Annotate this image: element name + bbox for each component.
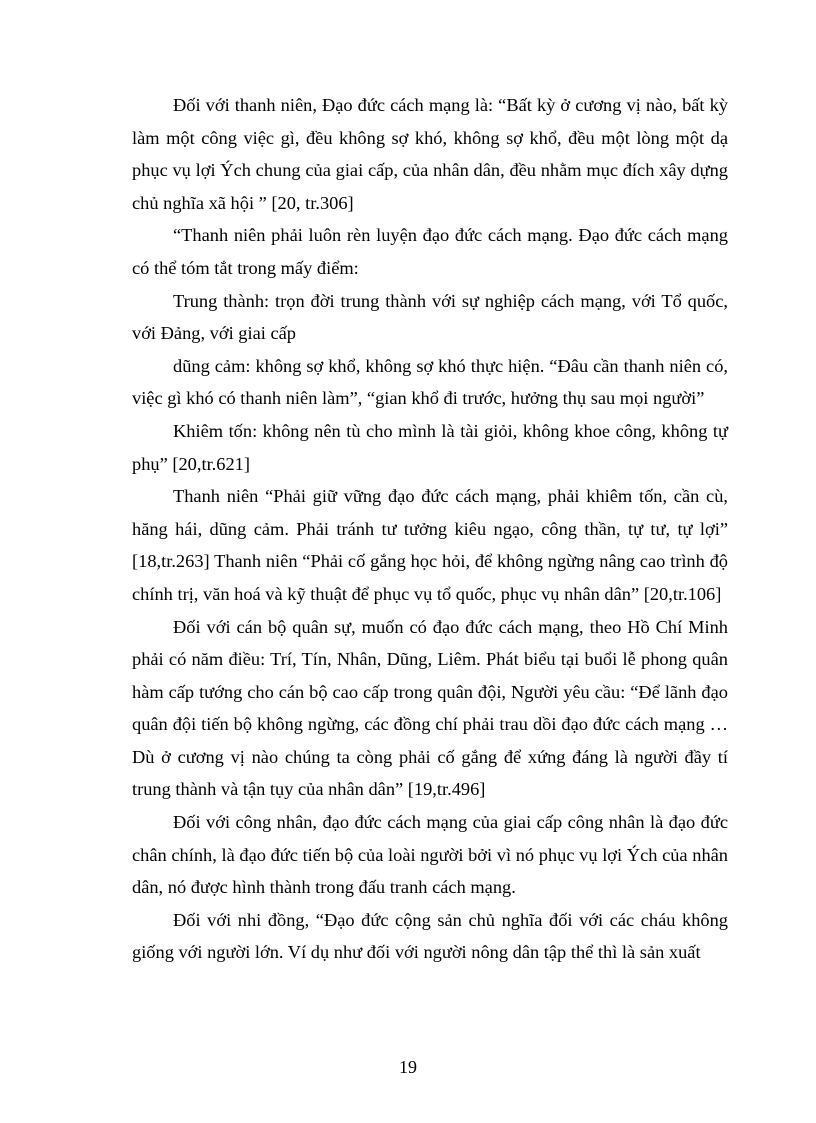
paragraph-youth-ethics: Đối với thanh niên, Đạo đức cách mạng là: “Bất kỳ ở cương vị nào, bất kỳ làm một công việc gì, đều không sợ khó, không sợ khổ, đều một lòng một dạ phục vụ lợi Ých chung của giai cấp, của nhân dân, đều nhằm mục đích xây dựng chủ nghĩa xã hội ” [20, tr.306] bbox=[132, 95, 728, 213]
paragraph-modesty: Khiêm tốn: không nên tù cho mình là tài giỏi, không khoe công, không tự phụ” [20,tr.621] bbox=[132, 420, 728, 474]
page-number: 19 bbox=[399, 1057, 417, 1077]
paragraph-youth-keep-ethics: Thanh niên “Phải giữ vững đạo đức cách mạng, phải khiêm tốn, cần cù, hăng hái, dũng cảm. Phải tránh tư tưởng kiêu ngạo, công thần, tự tư, tự lợi” [18,tr.263] Thanh niên “Phải cố gắng học hỏi, để không ngừng nâng cao trình độ chính trị, văn hoá và kỹ thuật để phục vụ tổ quốc, phục vụ nhân dân” [20,tr.106] bbox=[132, 486, 728, 604]
paragraph-children: Đối với nhi đồng, “Đạo đức cộng sản chủ nghĩa đối với các cháu không giống với người lớn. Ví dụ như đối với người nông dân tập thể thì là sản xuất bbox=[132, 909, 728, 963]
body-text bbox=[132, 89, 728, 969]
paragraph-loyalty: Trung thành: trọn đời trung thành với sự nghiệp cách mạng, với Tổ quốc, với Đảng, với giai cấp bbox=[132, 290, 728, 344]
paragraph-courage: dũng cảm: không sợ khổ, không sợ khó thực hiện. “Đâu cần thanh niên có, việc gì khó có thanh niên làm”, “gian khổ đi trước, hưởng thụ sau mọi người” bbox=[132, 355, 728, 409]
paragraph-youth-training: “Thanh niên phải luôn rèn luyện đạo đức cách mạng. Đạo đức cách mạng có thể tóm tắt trong mấy điểm: bbox=[132, 225, 728, 278]
paragraph-workers: Đối với công nhân, đạo đức cách mạng của giai cấp công nhân là đạo đức chân chính, là đạo đức tiến bộ của loài người bởi vì nó phục vụ lợi Ých của nhân dân, nó được hình thành trong đấu tranh cách mạng. bbox=[132, 812, 728, 898]
paragraph-military-cadres: Đối với cán bộ quân sự, muốn có đạo đức cách mạng, theo Hồ Chí Minh phải có năm điều: Trí, Tín, Nhân, Dũng, Liêm. Phát biểu tại buổi lễ phong quân hàm cấp tướng cho cán bộ cao cấp trong quân đội, Người yêu cầu: “Để lãnh đạo quân đội tiến bộ không ngừng, các đồng chí phải trau dồi đạo đức cách mạng …Dù ở cương vị nào chúng ta còng phải cố gắng để xứng đáng là người đầy tí trung thành và tận tụy của nhân dân” [19,tr.496] bbox=[132, 616, 728, 800]
